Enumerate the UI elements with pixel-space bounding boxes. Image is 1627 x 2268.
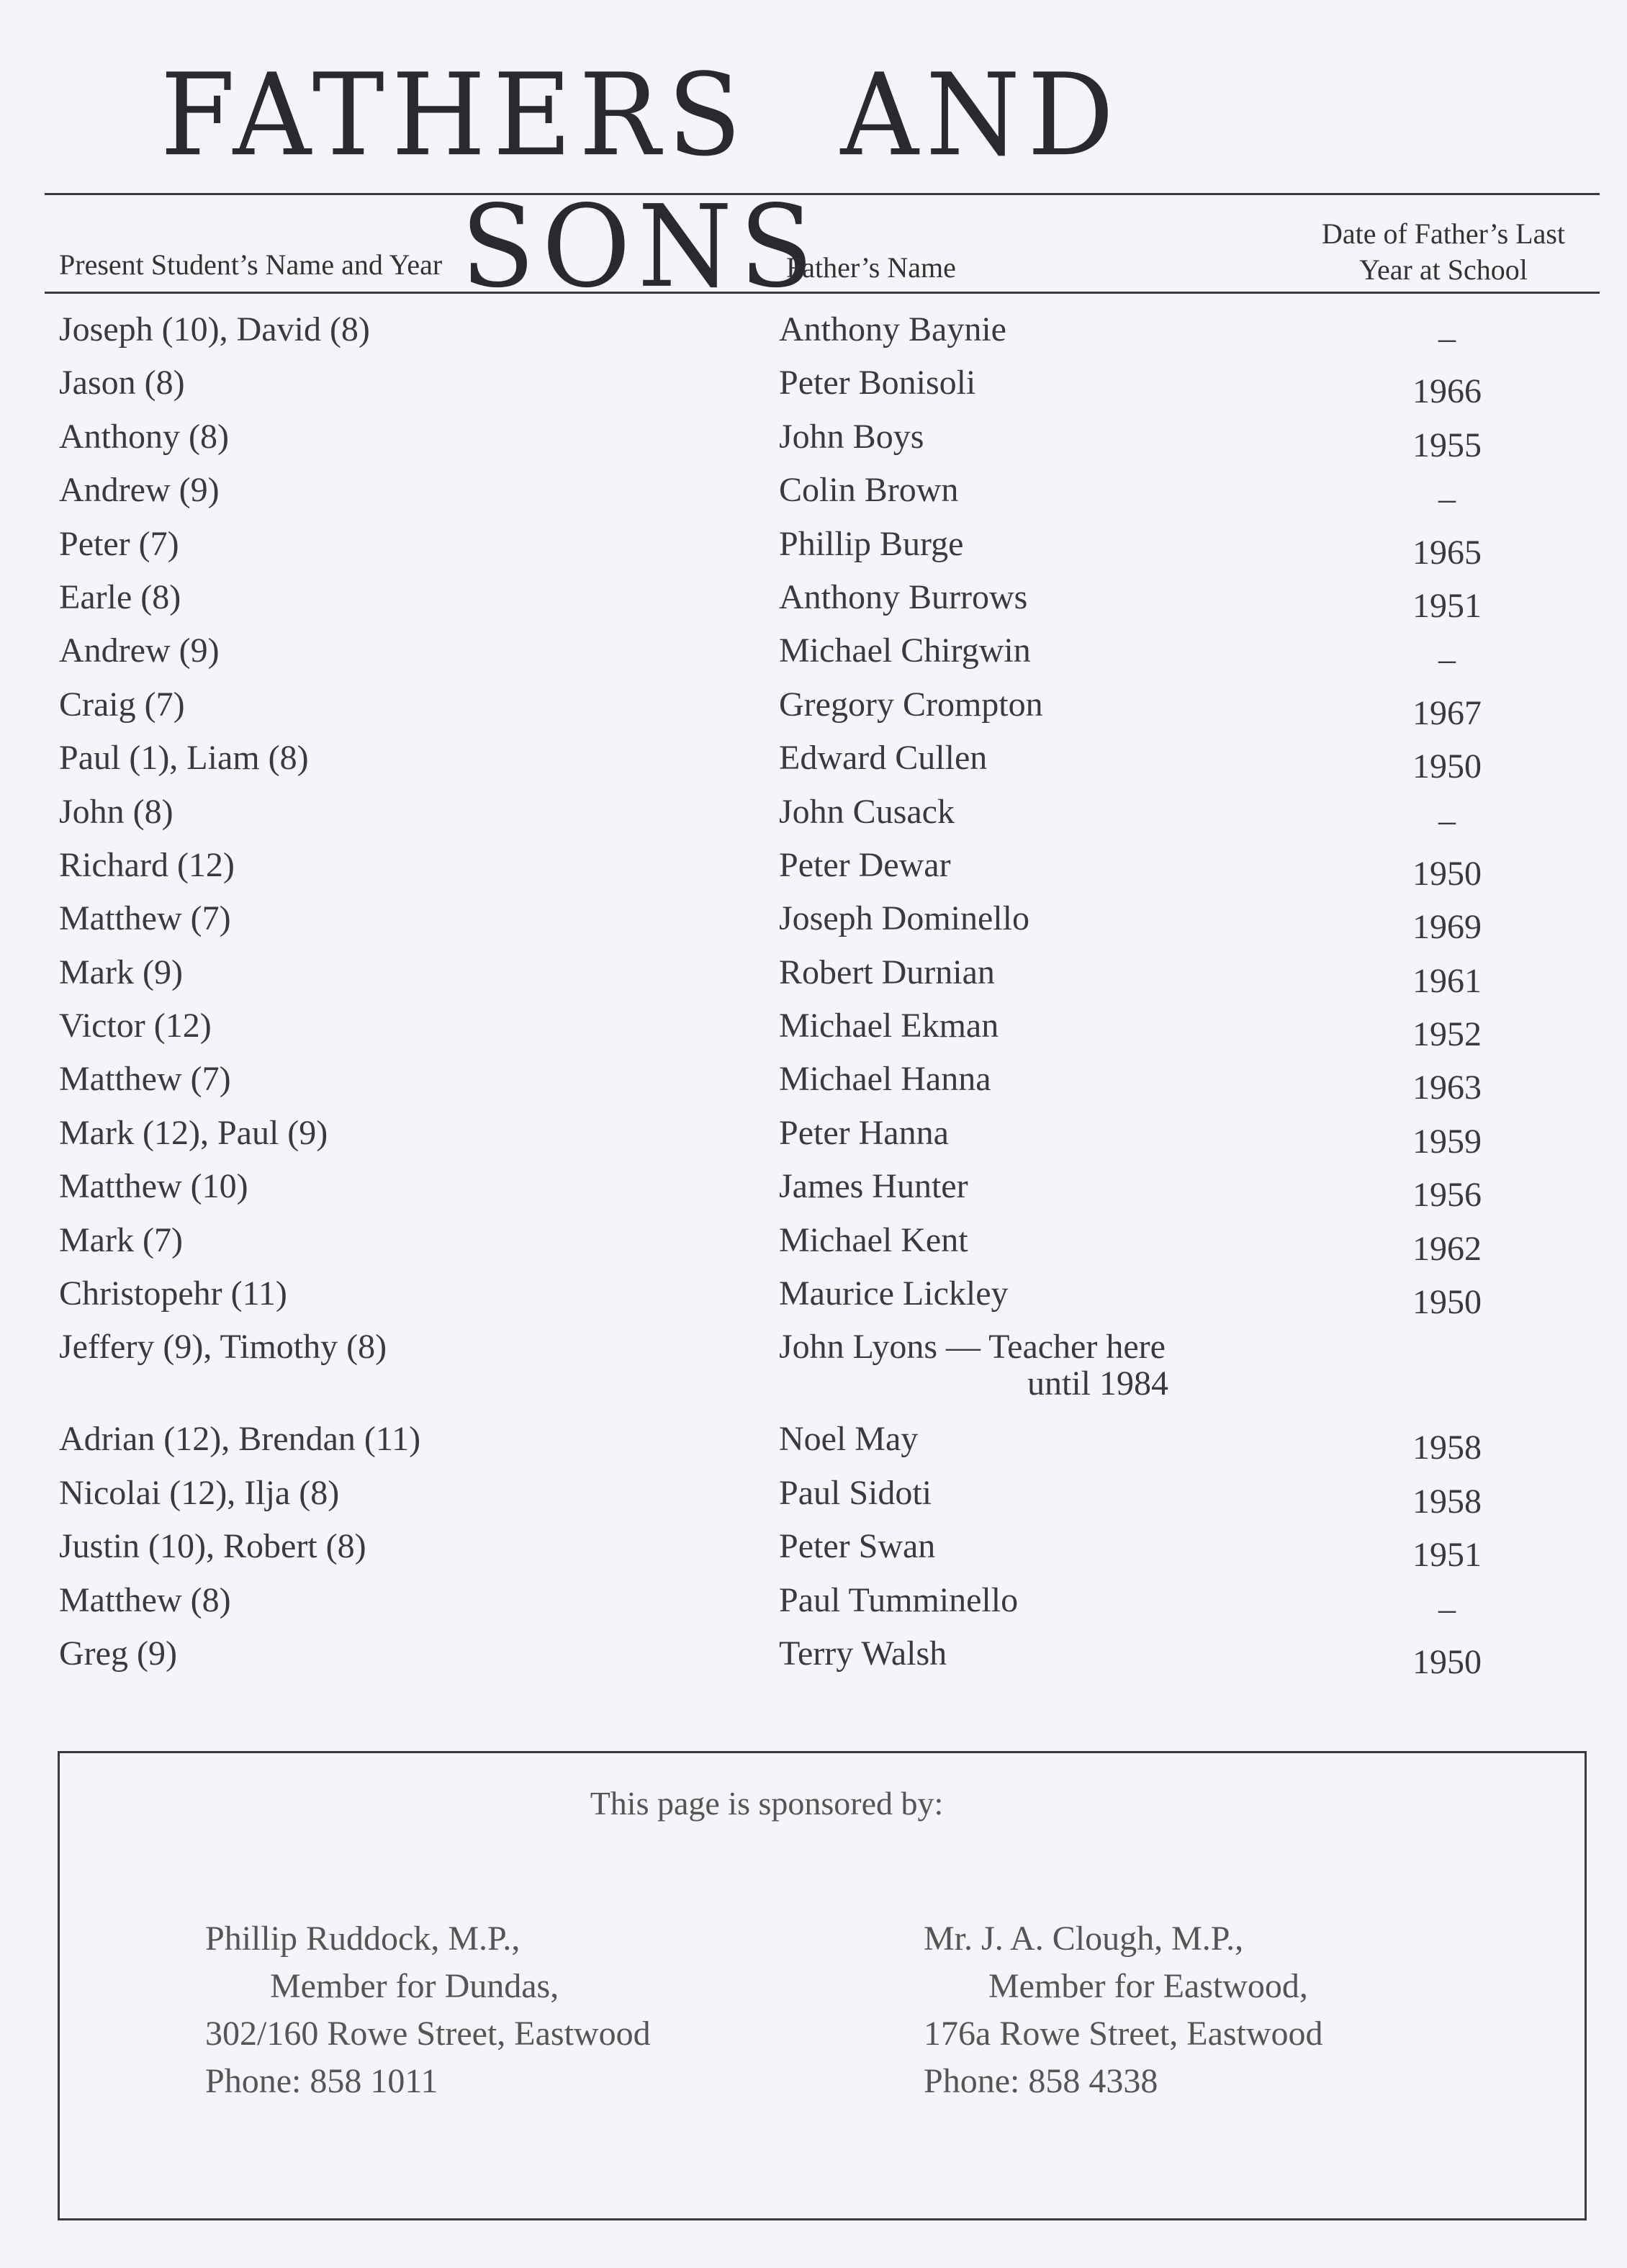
table-row: [0, 577, 1627, 631]
student-cell: Mark (7): [59, 1220, 183, 1259]
student-cell: Christopehr (11): [59, 1274, 287, 1313]
father-cell: Phillip Burge: [779, 524, 964, 563]
year-cell: 1950: [1412, 1642, 1482, 1681]
student-cell: Nicolai (12), Ilja (8): [59, 1473, 340, 1512]
student-cell: Matthew (10): [59, 1167, 248, 1206]
year-cell: 1958: [1412, 1482, 1482, 1521]
student-cell: Matthew (7): [59, 899, 231, 938]
sponsor-heading: This page is sponsored by:: [590, 1785, 944, 1822]
student-cell: Victor (12): [59, 1007, 212, 1045]
student-cell: Andrew (9): [59, 631, 220, 670]
father-cell: Michael Chirgwin: [779, 631, 1031, 670]
table-row: [0, 1166, 1627, 1220]
year-cell: 1966: [1412, 372, 1482, 411]
father-cell: Peter Swan: [779, 1527, 936, 1566]
header-date: [1281, 216, 1605, 288]
sponsor-right-role: Member for Eastwood,: [988, 1967, 1308, 2005]
table-row: [0, 1274, 1627, 1327]
page-title: FATHERS AND SONS: [160, 50, 1122, 313]
year-cell: 1950: [1412, 747, 1482, 786]
father-cell: Robert Durnian: [779, 953, 995, 991]
father-cell: James Hunter: [779, 1167, 968, 1206]
year-cell: –: [1438, 1589, 1456, 1628]
sponsor-left-phone: Phone: 858 1011: [205, 2062, 438, 2100]
header-rule: [45, 292, 1600, 294]
top-rule: [45, 193, 1600, 195]
father-cell: Michael Ekman: [779, 1007, 999, 1045]
student-cell: Jeffery (9), Timothy (8): [59, 1328, 387, 1367]
table-row: [0, 1526, 1627, 1580]
year-cell: 1967: [1412, 693, 1482, 732]
sponsor-left: [205, 1915, 651, 2105]
header-student: Present Student’s Name and Year: [59, 248, 443, 281]
header-date-line1: Date of Father’s Last: [1321, 217, 1566, 250]
father-cell: Anthony Burrows: [779, 577, 1028, 616]
table-row: [0, 845, 1627, 899]
table-row: [0, 631, 1627, 684]
student-cell: Earle (8): [59, 577, 181, 616]
father-cell: John Boys: [779, 417, 924, 456]
year-cell: 1961: [1412, 961, 1482, 1000]
father-cell: Joseph Dominello: [779, 899, 1029, 938]
father-cell: Colin Brown: [779, 471, 959, 510]
father-cell: Maurice Lickley: [779, 1274, 1009, 1313]
father-cell: John Cusack: [779, 792, 955, 831]
table-row: [0, 417, 1627, 470]
father-cell: Edward Cullen: [779, 739, 988, 778]
student-cell: Matthew (8): [59, 1580, 231, 1619]
student-cell: Matthew (7): [59, 1060, 231, 1099]
year-cell: 1952: [1412, 1015, 1482, 1054]
student-cell: Justin (10), Robert (8): [59, 1527, 366, 1566]
table-row: [0, 363, 1627, 416]
year-cell: 1962: [1412, 1229, 1482, 1268]
year-cell: 1950: [1412, 854, 1482, 893]
father-cell: Paul Sidoti: [779, 1473, 932, 1512]
sponsor-left-address: 302/160 Rowe Street, Eastwood: [205, 2015, 651, 2053]
table-row: [0, 792, 1627, 845]
father-cell: Paul Tumminello: [779, 1580, 1019, 1619]
student-cell: Andrew (9): [59, 471, 220, 510]
year-cell: 1965: [1412, 533, 1482, 572]
header-father: Father’s Name: [786, 251, 956, 284]
father-cell: Peter Bonisoli: [779, 364, 976, 402]
father-cell: Noel May: [779, 1420, 919, 1459]
sponsor-right-name: Mr. J. A. Clough, M.P.,: [924, 1920, 1244, 1958]
fathers-sons-table: [0, 310, 1627, 1687]
table-row: [0, 524, 1627, 577]
sponsor-left-name: Phillip Ruddock, M.P.,: [205, 1920, 520, 1958]
table-row: [0, 1634, 1627, 1687]
table-row: [0, 470, 1627, 523]
year-cell: –: [1438, 801, 1456, 840]
sponsor-right: [924, 1915, 1323, 2105]
year-cell: 1959: [1412, 1122, 1482, 1161]
table-row: [0, 1327, 1627, 1419]
table-row: [0, 1419, 1627, 1472]
table-row: [0, 899, 1627, 952]
year-cell: –: [1438, 480, 1456, 518]
year-cell: –: [1438, 640, 1456, 679]
year-cell: 1955: [1412, 426, 1482, 464]
student-cell: Adrian (12), Brendan (11): [59, 1420, 421, 1459]
father-cell: Anthony Baynie: [779, 310, 1006, 348]
header-date-line2: Year at School: [1359, 253, 1528, 286]
father-cell: Michael Hanna: [779, 1060, 991, 1099]
father-cell: [779, 1327, 1168, 1403]
table-row: [0, 310, 1627, 363]
father-cell: Gregory Crompton: [779, 685, 1043, 724]
year-cell: 1958: [1412, 1428, 1482, 1467]
year-cell: –: [1438, 319, 1456, 357]
student-cell: Craig (7): [59, 685, 185, 724]
table-row: [0, 953, 1627, 1006]
student-cell: Paul (1), Liam (8): [59, 739, 309, 778]
year-cell: 1951: [1412, 586, 1482, 625]
year-cell: 1956: [1412, 1176, 1482, 1215]
sponsor-right-address: 176a Rowe Street, Eastwood: [924, 2015, 1323, 2053]
table-row: [0, 1059, 1627, 1112]
student-cell: Peter (7): [59, 524, 179, 563]
student-cell: Mark (12), Paul (9): [59, 1113, 328, 1152]
year-cell: 1951: [1412, 1536, 1482, 1575]
student-cell: Jason (8): [59, 364, 185, 402]
table-row: [0, 1473, 1627, 1526]
year-cell: 1963: [1412, 1068, 1482, 1107]
table-row: [0, 685, 1627, 738]
father-cell: Terry Walsh: [779, 1634, 947, 1673]
table-row: [0, 1006, 1627, 1059]
father-cell: Peter Hanna: [779, 1113, 949, 1152]
student-cell: Greg (9): [59, 1634, 177, 1673]
student-cell: Joseph (10), David (8): [59, 310, 370, 348]
father-name: John Lyons — Teacher here: [779, 1328, 1166, 1367]
table-row: [0, 1580, 1627, 1634]
year-cell: 1950: [1412, 1283, 1482, 1322]
table-row: [0, 1113, 1627, 1166]
student-cell: Richard (12): [59, 845, 235, 884]
sponsor-right-phone: Phone: 858 4338: [924, 2062, 1158, 2100]
father-cell: Peter Dewar: [779, 845, 951, 884]
student-cell: Anthony (8): [59, 417, 229, 456]
father-note: until 1984: [1027, 1364, 1169, 1403]
father-cell: Michael Kent: [779, 1220, 968, 1259]
student-cell: Mark (9): [59, 953, 183, 991]
table-row: [0, 1220, 1627, 1274]
sponsor-left-role: Member for Dundas,: [270, 1967, 559, 2005]
year-cell: 1969: [1412, 908, 1482, 947]
student-cell: John (8): [59, 792, 173, 831]
table-row: [0, 738, 1627, 791]
